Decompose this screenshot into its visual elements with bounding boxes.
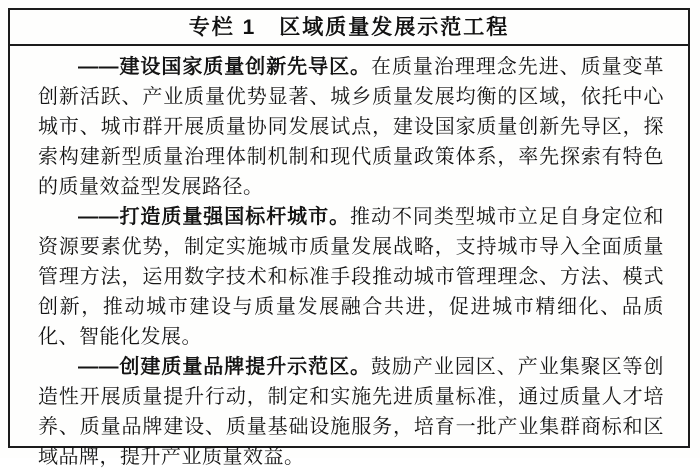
paragraph-lead: ——创建质量品牌提升示范区。 [78, 356, 371, 378]
paragraph-text: 推动不同类型城市立足自身定位和资源要素优势，制定实施城市质量发展战略，支持城市导入全面质量管理方法，运用数字技术和标准手段推动城市管理理念、方法、模式创新，推动城市建设与质量发展融合共进，促进城市精细化、品质化、智能化发展。 [38, 206, 665, 348]
paragraph-benchmark-cities [38, 202, 664, 352]
column-body [10, 46, 688, 472]
paragraph-text: 在质量治理理念先进、质量变革创新活跃、产业质量优势显著、城乡质量发展均衡的区域，依托中心城市、城市群开展质量协同发展试点，建设国家质量创新先导区，探索构建新型质量治理体制机制和现代质量政策体系，率先探索有特色的质量效益型发展路径。 [38, 56, 664, 198]
paragraph-lead: ——建设国家质量创新先导区。 [78, 56, 371, 78]
paragraph-innovation-pilot-zone [38, 52, 664, 202]
paragraph-text: 鼓励产业园区、产业集聚区等创造性开展质量提升行动，制定和实施先进质量标准，通过质量人才培养、质量品牌建设、质量基础设施服务，培育一批产业集群商标和区域品牌，提升产业质量效益。 [38, 356, 664, 468]
paragraph-brand-demonstration-zone [38, 352, 664, 472]
column-title: 专栏 1 区域质量发展示范工程 [10, 10, 688, 46]
paragraph-lead: ——打造质量强国标杆城市。 [78, 206, 351, 228]
column-box [8, 8, 690, 468]
